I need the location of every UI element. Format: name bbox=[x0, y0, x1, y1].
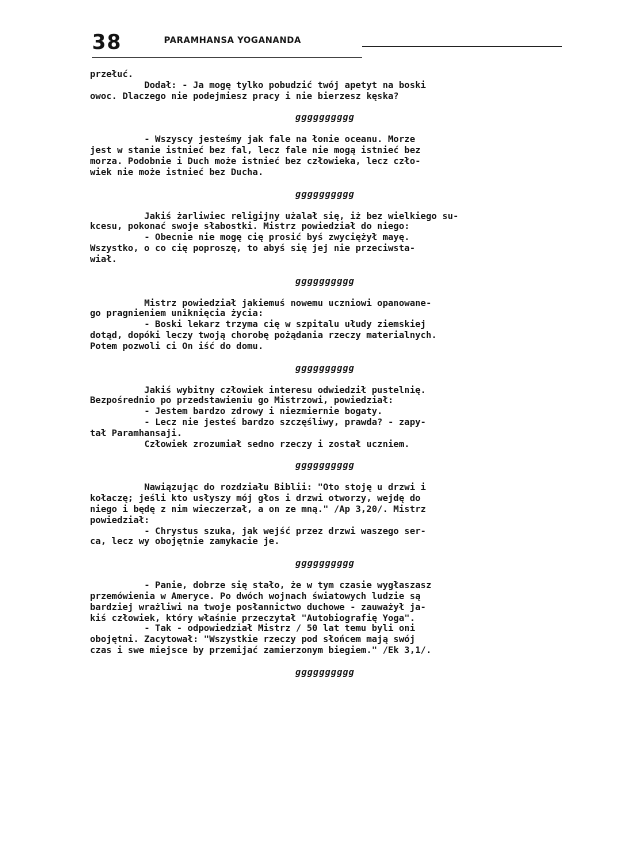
page-number: 38 bbox=[92, 30, 122, 54]
spacer bbox=[90, 124, 560, 135]
paragraph: - Panie, dobrze się stało, że w tym czasie wygłaszasz przemówienia w Ameryce. Po dwóch wojnach światowych ludzie są bardziej wrażliwi na twoje posłannictwo duchowe - zauważył ja- kiś człowiek, który właśnie przeczytał "Autobiografię Yoga". - Tak - odpowiedział Mistrz / 50 lat temu byli oni obojętni. Zacytował: "Wszystkie rzeczy pod słońcem mają swój czas i swe miejsce by przemijać zamierzonym biegiem." /Ek 3,1/. bbox=[90, 581, 432, 656]
page-header bbox=[92, 30, 562, 56]
spacer bbox=[90, 657, 560, 668]
header-rule bbox=[362, 46, 562, 47]
page-body bbox=[90, 70, 560, 679]
section-separator: gggggggggg bbox=[295, 113, 355, 124]
paragraph: Jakiś żarliwiec religijny użalał się, iż bez wielkiego su- kcesu, pokonać swoje słabostki. Mistrz powiedział do niego: - Obecnie nie mogę cię prosić byś zwyciężył mayę. Wszystko, o co cię poproszę, to abyś się jej nie przeciwsta- wiał. bbox=[90, 211, 459, 265]
paragraph: Nawiązując do rozdziału Biblii: "Oto stoję u drzwi i kołaczę; jeśli kto usłyszy mój głos i drzwi otworzy, wejdę do niego i będę z nim wieczerzał, a on ze mną." /Ap 3,20/. Mistrz powiedział: - Chrystus szuka, jak wejść przez drzwi waszego ser- ca, lecz wy obojętnie zamykacie je. bbox=[90, 483, 426, 548]
spacer bbox=[90, 353, 560, 364]
spacer bbox=[90, 570, 560, 581]
spacer bbox=[90, 472, 560, 483]
paragraph: Dodał: - Ja mogę tylko pobudzić twój apetyt na boski owoc. Dlaczego nie podejmiesz pracy i nie bierzesz kęska? bbox=[90, 80, 426, 102]
spacer bbox=[90, 102, 560, 113]
section-separator: gggggggggg bbox=[295, 189, 355, 200]
spacer bbox=[90, 548, 560, 559]
section-separator: gggggggggg bbox=[295, 559, 355, 570]
running-title: PARAMHANSA YOGANANDA bbox=[164, 36, 302, 46]
spacer bbox=[90, 288, 560, 299]
spacer bbox=[90, 450, 560, 461]
header-underline bbox=[92, 57, 362, 58]
paragraph: przełuć. bbox=[90, 70, 134, 80]
spacer bbox=[90, 179, 560, 190]
paragraph: - Wszyscy jesteśmy jak fale na łonie oceanu. Morze jest w stanie istnieć bez fal, lecz fale nie mogą istnieć bez morza. Podobnie i Duch może istnieć bez człowieka, lecz czło- wiek nie może istnieć bez Ducha. bbox=[90, 135, 421, 178]
section-separator: gggggggggg bbox=[295, 363, 355, 374]
spacer bbox=[90, 201, 560, 212]
spacer bbox=[90, 375, 560, 386]
spacer bbox=[90, 266, 560, 277]
section-separator: gggggggggg bbox=[295, 461, 355, 472]
section-separator: gggggggggg bbox=[295, 276, 355, 287]
paragraph: Mistrz powiedział jakiemuś nowemu uczniowi opanowane- go pragnieniem uniknięcia życia: - Boski lekarz trzyma cię w szpitalu ułudy ziemskiej dotąd, dopóki leczy twoją chorobę pożądania rzeczy materialnych. Potem pozwoli ci On iść do domu. bbox=[90, 298, 437, 352]
paragraph: Jakiś wybitny człowiek interesu odwiedził pustelnię. Bezpośrednio po przedstawieniu go Mistrzowi, powiedział: - Jestem bardzo zdrowy i niezmiernie bogaty. - Lecz nie jesteś bardzo szczęśliwy, prawda? - zapy- tał Paramhansaji. Człowiek zrozumiał sedno rzeczy i został uczniem. bbox=[90, 385, 426, 450]
section-separator: gggggggggg bbox=[295, 667, 355, 678]
